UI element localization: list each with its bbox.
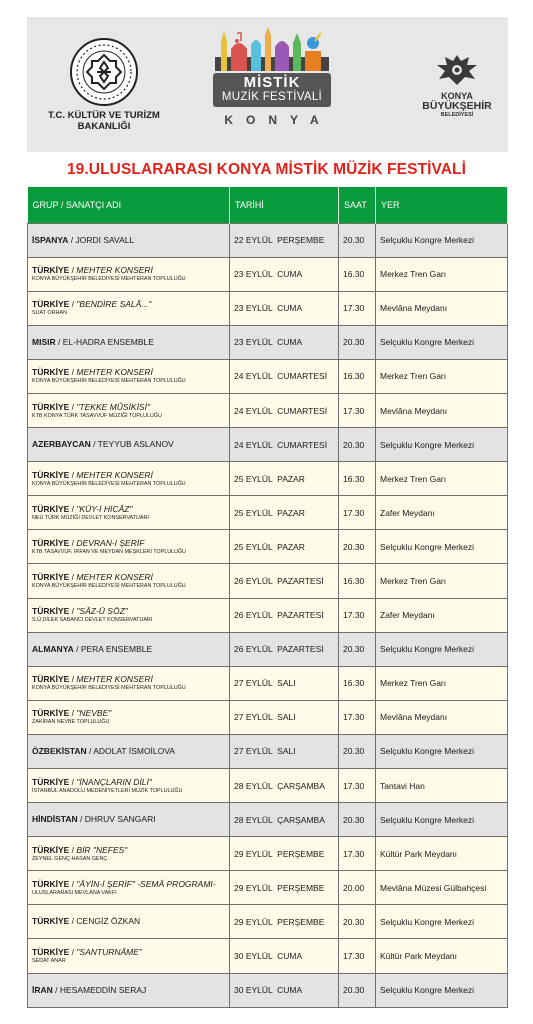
cell-date: 30 EYLÜL CUMA [230,973,339,1007]
cell-venue: Merkez Tren Garı [376,564,508,598]
group-performer: KONYA BÜYÜKŞEHİR BELEDİYESİ MEHTERAN TOPLULUĞU [32,378,186,385]
group-name: JORDI SAVALL [75,234,135,245]
table-row [28,871,508,905]
group-line: TÜRKİYE / "SANTURNÂME" [32,947,142,958]
table-row [28,496,508,530]
cell-venue: Merkez Tren Garı [376,666,508,700]
group-name: "İNANÇLARIN DİLİ" [76,776,152,787]
cell-time: 20.30 [339,325,376,359]
group-country: MISIR [32,336,56,347]
group-name: "KÜY-İ HİCÂZ" [76,503,133,514]
festival-city: KONYA [224,113,332,127]
table-row [28,428,508,462]
group-line: ALMANYA / PERA ENSEMBLE [32,643,153,654]
cell-date: 29 EYLÜL PERŞEMBE [230,837,339,871]
cell-group [28,769,230,803]
cell-venue: Selçuklu Kongre Merkezi [376,905,508,939]
cell-date: 27 EYLÜL SALI [230,734,339,768]
table-row [28,632,508,666]
cell-venue: Merkez Tren Garı [376,257,508,291]
cell-venue: Mevlâna Meydanı [376,291,508,325]
group-line: TÜRKİYE / MEHTER KONSERİ [32,469,153,480]
cell-group [28,632,230,666]
cell-venue: Zafer Meydanı [376,598,508,632]
cell-venue: Mevlâna Meydanı [376,700,508,734]
group-line: TÜRKİYE / "BENDİRE SALÂ..." [32,299,152,310]
group-line: TÜRKİYE / BİR "NEFES" [32,844,128,855]
cell-time: 20.30 [339,632,376,666]
group-country: TÜRKİYE [32,674,70,685]
group-name: MEHTER KONSERİ [76,674,153,685]
group-performer: KONYA BÜYÜKŞEHİR BELEDİYESİ MEHTERAN TOPLULUĞU [32,480,186,487]
group-name: "SÂZ-Ü SÖZ" [76,606,128,617]
table-row [28,462,508,496]
cell-group [28,973,230,1007]
group-name: TEYYUB ASLANOV [97,439,174,450]
cell-group [28,462,230,496]
cell-group [28,428,230,462]
cell-time: 20.30 [339,734,376,768]
group-country: İSPANYA [32,234,69,245]
table-row [28,837,508,871]
cell-group [28,564,230,598]
cell-group [28,359,230,393]
table-row [28,257,508,291]
cell-date: 24 EYLÜL CUMARTESİ [230,393,339,427]
group-name: MEHTER KONSERİ [76,571,153,582]
cell-venue: Merkez Tren Garı [376,359,508,393]
group-name: "BENDİRE SALÂ..." [76,299,152,310]
group-country: TÜRKİYE [32,537,70,548]
table-row [28,973,508,1007]
group-performer: ZAKİRAN NEVBE TOPLULUĞU [32,719,110,726]
cell-time: 16.30 [339,257,376,291]
cell-venue: Mevlâna Meydanı [376,393,508,427]
cell-time: 20.30 [339,530,376,564]
cell-group [28,223,230,257]
group-performer: KONYA BÜYÜKŞEHİR BELEDİYESİ MEHTERAN TOPLULUĞU [32,685,186,692]
table-row [28,734,508,768]
group-country: İRAN [32,984,53,995]
cell-date: 29 EYLÜL PERŞEMBE [230,905,339,939]
cell-time: 16.30 [339,462,376,496]
group-country: TÜRKİYE [32,916,70,927]
cell-venue: Selçuklu Kongre Merkezi [376,973,508,1007]
cell-time: 17.30 [339,769,376,803]
cell-time: 20.30 [339,973,376,1007]
group-country: HİNDİSTAN [32,814,78,825]
cell-date: 29 EYLÜL PERŞEMBE [230,871,339,905]
group-name: CENGİZ ÖZKAN [76,916,141,927]
cell-date: 22 EYLÜL PERŞEMBE [230,223,339,257]
schedule-rows [28,223,508,1007]
cell-venue: Zafer Meydanı [376,496,508,530]
cell-venue: Merkez Tren Garı [376,462,508,496]
cell-group [28,496,230,530]
table-row [28,393,508,427]
group-country: TÜRKİYE [32,469,70,480]
cell-time: 16.30 [339,359,376,393]
group-line: TÜRKİYE / "KÜY-İ HİCÂZ" [32,503,133,514]
group-name: PERA ENSEMBLE [80,643,153,654]
group-country: TÜRKİYE [32,606,70,617]
cell-venue: Tantavi Han [376,769,508,803]
group-name: MEHTER KONSERİ [76,469,153,480]
cell-venue: Selçuklu Kongre Merkezi [376,632,508,666]
cell-venue: Selçuklu Kongre Merkezi [376,223,508,257]
cell-date: 26 EYLÜL PAZARTESİ [230,598,339,632]
group-line: İRAN / HESAMEDDİN SERAJ [32,984,147,995]
cell-date: 28 EYLÜL ÇARŞAMBA [230,769,339,803]
table-row [28,564,508,598]
group-country: TÜRKİYE [32,878,70,889]
cell-date: 23 EYLÜL CUMA [230,325,339,359]
cell-time: 17.30 [339,939,376,973]
cell-venue: Selçuklu Kongre Merkezi [376,734,508,768]
cell-time: 17.30 [339,837,376,871]
cell-date: 24 EYLÜL CUMARTESİ [230,359,339,393]
cell-group [28,734,230,768]
cell-venue: Kültür Park Meydanı [376,837,508,871]
column-header-time: SAAT [339,187,376,223]
table-header-row [28,187,508,223]
group-name: DHRUV SANGARI [84,814,156,825]
group-country: AZERBAYCAN [32,439,91,450]
group-country: TÜRKİYE [32,503,70,514]
group-line: İSPANYA / JORDI SAVALL [32,234,135,245]
cell-group [28,905,230,939]
cell-venue: Mevlâna Müzesi Gülbahçesi [376,871,508,905]
table-row [28,666,508,700]
ministry-logo-block [39,37,169,132]
group-country: TÜRKİYE [32,708,70,719]
group-line: TÜRKİYE / DEVRAN-I ŞERİF [32,537,145,548]
table-row [28,325,508,359]
group-country: ÖZBEKİSTAN [32,745,87,756]
cell-time: 16.30 [339,666,376,700]
cell-date: 23 EYLÜL CUMA [230,257,339,291]
group-performer: S.Ü.DİLEK SABANCI DEVLET KONSERVATUARI [32,617,153,624]
cell-group [28,598,230,632]
column-header-date: TARİHİ [230,187,339,223]
table-row [28,291,508,325]
group-name: HESAMEDDİN SERAJ [59,984,147,995]
municipality-line-3: BELEDİYESİ [440,112,474,118]
cell-group [28,700,230,734]
ministry-emblem-icon [69,37,139,107]
cell-date: 25 EYLÜL PAZAR [230,462,339,496]
group-line: TÜRKİYE / MEHTER KONSERİ [32,674,153,685]
group-country: TÜRKİYE [32,844,70,855]
cell-group [28,837,230,871]
festival-skyline-icon [211,27,333,71]
cell-date: 27 EYLÜL SALI [230,700,339,734]
festival-subtitle: MUZİK FESTİVALİ [221,91,323,103]
group-country: TÜRKİYE [32,299,70,310]
group-performer: SEDAT ANAR [32,958,66,965]
cell-date: 26 EYLÜL PAZARTESİ [230,564,339,598]
cell-date: 27 EYLÜL SALI [230,666,339,700]
table-row [28,700,508,734]
cell-date: 30 EYLÜL CUMA [230,939,339,973]
ministry-name: T.C. KÜLTÜR VE TURİZM BAKANLIĞI [48,110,160,132]
group-line: HİNDİSTAN / DHRUV SANGARI [32,814,156,825]
cell-group [28,803,230,837]
group-country: TÜRKİYE [32,571,70,582]
group-country: TÜRKİYE [32,367,70,378]
group-performer: ZEYNEL GENÇ-HASAN GENÇ [32,855,108,862]
cell-venue: Selçuklu Kongre Merkezi [376,325,508,359]
group-name: "TEKKE MÛSİKİSİ" [76,401,150,412]
group-performer: İSTANBUL ANADOLU MEDENİYETLERİ MÜZİK TOPLULUĞU [32,787,183,794]
group-name: "SANTURNÂME" [76,947,142,958]
cell-venue: Kültür Park Meydanı [376,939,508,973]
cell-time: 20.30 [339,428,376,462]
cell-group [28,666,230,700]
municipality-logo-block [417,53,497,119]
group-country: TÜRKİYE [32,265,70,276]
festival-schedule-table [27,187,508,1008]
group-line: TÜRKİYE / MEHTER KONSERİ [32,367,153,378]
column-header-group: GRUP / SANATÇI ADI [28,187,230,223]
cell-time: 17.30 [339,598,376,632]
cell-group [28,325,230,359]
group-name: BİR "NEFES" [76,844,128,855]
cell-time: 17.30 [339,700,376,734]
municipality-emblem-icon [435,53,479,87]
cell-venue: Selçuklu Kongre Merkezi [376,803,508,837]
cell-time: 16.30 [339,564,376,598]
group-name: ADOLAT İSMOİLOVA [93,745,175,756]
group-country: ALMANYA [32,643,74,654]
header-banner [27,17,508,152]
table-row [28,803,508,837]
group-line: AZERBAYCAN / TEYYUB ASLANOV [32,439,174,450]
group-performer: ULUSLARARASI MEVLÂNA VAKFI [32,889,117,896]
cell-venue: Selçuklu Kongre Merkezi [376,530,508,564]
festival-title: MİSTİK [243,74,301,91]
cell-time: 20.30 [339,223,376,257]
table-row [28,769,508,803]
cell-group [28,291,230,325]
group-line: TÜRKİYE / "NEVBE" [32,708,112,719]
group-line: TÜRKİYE / "SÂZ-Ü SÖZ" [32,606,128,617]
cell-date: 23 EYLÜL CUMA [230,291,339,325]
cell-group [28,871,230,905]
table-row [28,905,508,939]
cell-venue: Selçuklu Kongre Merkezi [376,428,508,462]
cell-time: 20.00 [339,871,376,905]
group-country: TÜRKİYE [32,401,70,412]
cell-date: 24 EYLÜL CUMARTESİ [230,428,339,462]
cell-date: 25 EYLÜL PAZAR [230,530,339,564]
cell-group [28,530,230,564]
group-performer: NEÜ TÜRK MÜZİĞİ DEVLET KONSERVATUARI [32,514,149,521]
cell-time: 17.30 [339,496,376,530]
group-performer: KTB KONYA TÜRK TASAVVUF MÜZİĞİ TOPLULUĞU [32,412,162,419]
cell-date: 25 EYLÜL PAZAR [230,496,339,530]
cell-date: 26 EYLÜL PAZARTESİ [230,632,339,666]
group-country: TÜRKİYE [32,947,70,958]
group-line: TÜRKİYE / "İNANÇLARIN DİLİ" [32,776,152,787]
group-name: MEHTER KONSERİ [76,265,153,276]
group-line: TÜRKİYE / MEHTER KONSERİ [32,571,153,582]
table-row [28,530,508,564]
cell-group [28,257,230,291]
column-header-venue: YER [376,187,508,223]
group-name: DEVRAN-I ŞERİF [76,537,145,548]
group-line: TÜRKİYE / MEHTER KONSERİ [32,265,153,276]
group-performer: KONYA BÜYÜKŞEHİR BELEDİYESİ MEHTERAN TOPLULUĞU [32,582,186,589]
table-row [28,223,508,257]
municipality-line-2: BÜYÜKŞEHİR [422,100,492,112]
cell-time: 20.30 [339,803,376,837]
table-row [28,939,508,973]
cell-time: 17.30 [339,291,376,325]
page-title: 19.ULUSLARARASI KONYA MİSTİK MÜZİK FESTİVALİ [66,161,467,178]
municipality-line-1: KONYA [441,91,473,101]
table-row [28,359,508,393]
cell-group [28,939,230,973]
group-line: TÜRKİYE / "ÂYİN-İ ŞERİF" -SEMÂ PROGRAMI- [32,878,216,889]
cell-time: 20.30 [339,905,376,939]
group-line: TÜRKİYE / CENGİZ ÖZKAN [32,916,141,927]
cell-group [28,393,230,427]
group-performer: KONYA BÜYÜKŞEHİR BELEDİYESİ MEHTERAN TOPLULUĞU [32,276,186,283]
group-name: "ÂYİN-İ ŞERİF" -SEMÂ PROGRAMI- [76,878,216,889]
group-name: "NEVBE" [76,708,112,719]
table-row [28,598,508,632]
festival-name-box [213,73,331,107]
group-name: EL-HADRA ENSEMBLE [62,336,154,347]
festival-logo-block [207,27,337,127]
group-line: MISIR / EL-HADRA ENSEMBLE [32,336,154,347]
group-name: MEHTER KONSERİ [76,367,153,378]
group-performer: KTB TASAVVUF, İRFAN VE MEYDAN MEŞKLERİ TOPLULUĞU [32,548,187,555]
group-performer: SUAT ORHAN [32,310,67,317]
group-line: ÖZBEKİSTAN / ADOLAT İSMOİLOVA [32,745,175,756]
group-country: TÜRKİYE [32,776,70,787]
cell-date: 28 EYLÜL ÇARŞAMBA [230,803,339,837]
group-line: TÜRKİYE / "TEKKE MÛSİKİSİ" [32,401,150,412]
cell-time: 17.30 [339,393,376,427]
